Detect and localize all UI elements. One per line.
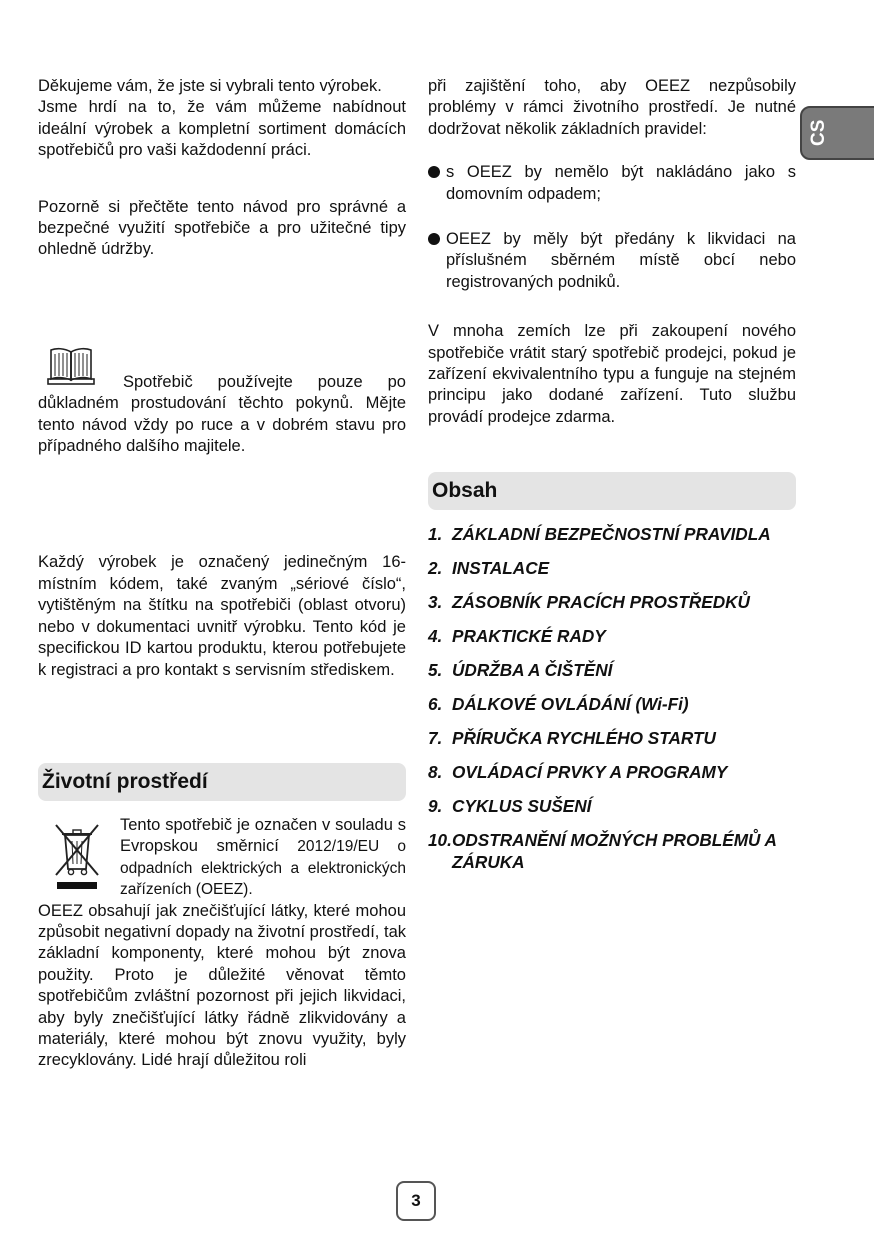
- bullet-dot-icon: [428, 233, 440, 245]
- return-policy-paragraph: V mnoha zemích lze při zakoupení nového spotřebiče vrátit starý spotřebič prodejci, pokud je zařízení ekvivalentního typu a funguje na stejném principu jako dodané zařízení. Tuto službu provádí prodejce zdarma.: [428, 322, 796, 426]
- toc-item-number: 2.: [428, 558, 443, 579]
- page-number-text: 3: [411, 1191, 421, 1210]
- toc-item-number: 8.: [428, 762, 443, 783]
- page-number: [396, 1181, 436, 1221]
- environment-heading: [38, 763, 406, 801]
- table-of-contents: [428, 524, 796, 873]
- toc-heading-text: Obsah: [432, 479, 498, 503]
- bullet-dot-icon: [428, 166, 440, 178]
- toc-item-number: 4.: [428, 626, 443, 647]
- toc-item[interactable]: [428, 728, 796, 749]
- toc-item-label: ODSTRANĚNÍ MOŽNÝCH PROBLÉMŮ A ZÁRUKA: [452, 830, 777, 872]
- continuation-paragraph: při zajištění toho, aby OEEZ nezpůsobily problémy v rámci životního prostředí. Je nutné dodržovat několik základních pravidel:: [428, 77, 796, 138]
- book-notice-text: Spotřebič používejte pouze po důkladném prostudování těchto pokynů. Mějte tento návod vždy po ruce a v dobrém stavu pro případného dalšího majitele.: [38, 372, 406, 456]
- weee-notice: [38, 815, 406, 901]
- toc-item[interactable]: [428, 830, 796, 873]
- toc-item-number: 10.: [428, 830, 452, 851]
- toc-item[interactable]: [428, 558, 796, 579]
- bullet-item-2: [428, 229, 796, 293]
- toc-item-number: 6.: [428, 694, 443, 715]
- weee-text-b: 2012/19/EU o odpadních elektrických a elektronických zařízeních (OEEZ).: [120, 838, 406, 899]
- intro-paragraph-3: Pozorně si přečtěte tento návod pro správné a bezpečné využití spotřebiče a pro užitečné tipy ohledně údržby.: [38, 197, 406, 259]
- toc-heading: [428, 472, 796, 510]
- toc-item-label: ZÁSOBNÍK PRACÍCH PROSTŘEDKŮ: [452, 592, 750, 613]
- book-icon: [46, 346, 96, 386]
- bullet-item-1: [428, 162, 796, 205]
- language-tab-label: CS: [808, 119, 829, 146]
- environment-body: OEEZ obsahují jak znečišťující látky, které mohou způsobit negativní dopady na životní prostředí, tak základní komponenty, které mohou být znova použity. Proto je důležité věnovat těmto spotřebičům zvláštní pozornost při jejich likvidaci, aby byly znečišťující látky řádně zlikvidovány a materiály, které mohou být znovu využity, byly zrecyklovány. Lidé hrají důležitou roli: [38, 901, 406, 1070]
- toc-item-label: PŘÍRUČKA RYCHLÉHO STARTU: [452, 728, 716, 749]
- right-column: [428, 76, 796, 886]
- bullet-text-2: OEEZ by měly být předány k likvidaci na příslušném sběrném místě obcí nebo registrovaných podniků.: [446, 230, 796, 291]
- toc-item-label: ZÁKLADNÍ BEZPEČNOSTNÍ PRAVIDLA: [452, 524, 771, 545]
- toc-item-label: INSTALACE: [452, 558, 550, 579]
- toc-item-number: 3.: [428, 592, 443, 613]
- read-manual-notice: [38, 372, 406, 458]
- intro-paragraph-2: Jsme hrdí na to, že vám můžeme nabídnout ideální výrobek a kompletní sortiment domácích spotřebičů pro vaši každodenní práci.: [38, 98, 406, 160]
- left-column: [38, 76, 406, 1072]
- toc-item-label: DÁLKOVÉ OVLÁDÁNÍ (Wi-Fi): [452, 694, 689, 715]
- weee-text: [120, 815, 406, 901]
- toc-item-number: 9.: [428, 796, 443, 817]
- serial-number-paragraph: Každý výrobek je označený jedinečným 16-místním kódem, také zvaným „sériové číslo“, vytištěným na štítku na spotřebiči (oblast otvoru) nebo v dokumentaci uvnitř výrobku. Tento kód je specifickou ID kartou produktu, kterou potřebujete k registraci a pro kontakt s servisním střediskem.: [38, 553, 406, 679]
- toc-item[interactable]: [428, 660, 796, 681]
- toc-item-number: 7.: [428, 728, 443, 749]
- toc-item-label: OVLÁDACÍ PRVKY A PROGRAMY: [452, 762, 728, 783]
- toc-item-label: PRAKTICKÉ RADY: [452, 626, 606, 647]
- toc-item[interactable]: [428, 626, 796, 647]
- weee-text-a: Tento spotřebič je označen v souladu s Evropskou směrnicí: [120, 815, 406, 856]
- toc-item-number: 1.: [428, 524, 443, 545]
- toc-item[interactable]: [428, 524, 796, 545]
- bullet-text-1: s OEEZ by nemělo být nakládáno jako s domovním odpadem;: [446, 163, 796, 203]
- environment-heading-text: Životní prostředí: [42, 769, 208, 793]
- toc-item-number: 5.: [428, 660, 443, 681]
- toc-item[interactable]: [428, 592, 796, 613]
- toc-item-label: ÚDRŽBA A ČIŠTĚNÍ: [452, 660, 613, 681]
- toc-item[interactable]: [428, 762, 796, 783]
- toc-item[interactable]: [428, 796, 796, 817]
- language-tab: [800, 106, 874, 160]
- toc-item-label: CYKLUS SUŠENÍ: [452, 796, 592, 817]
- crossed-out-bin-icon: [52, 821, 102, 891]
- toc-item[interactable]: [428, 694, 796, 715]
- intro-paragraph-1: Děkujeme vám, že jste si vybrali tento výrobek.: [38, 77, 382, 95]
